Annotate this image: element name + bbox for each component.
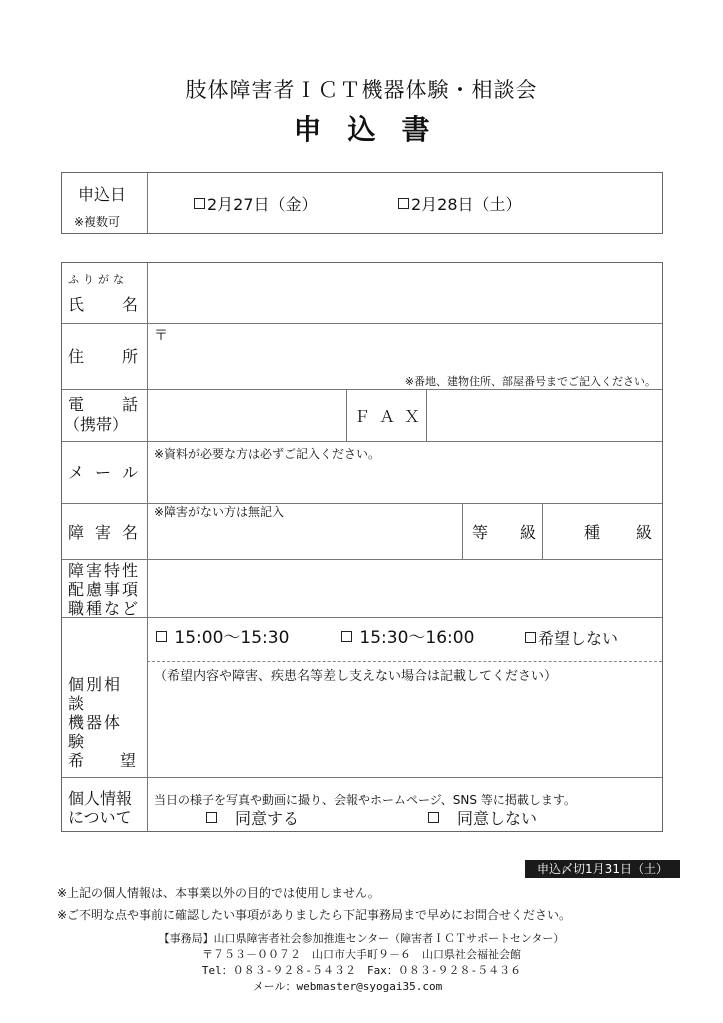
email-label: メ ー ル [68, 463, 138, 482]
consult-label: 個別相談 機器体験 希 望 [68, 675, 138, 770]
address-label: 住 所 [68, 347, 138, 366]
checkbox-icon[interactable] [206, 812, 217, 823]
date-label: 申込日 [78, 185, 127, 204]
checkbox-icon[interactable] [156, 631, 167, 642]
checkbox-icon[interactable] [525, 632, 536, 643]
application-form [61, 262, 663, 832]
phone-sub: （携帯） [64, 415, 129, 434]
furigana-label: ふりがな [68, 273, 128, 286]
form-subtitle: 申込書 [293, 113, 456, 146]
checkbox-icon[interactable] [341, 631, 352, 642]
fax-label: Ｆ Ａ Ｘ [354, 407, 420, 426]
footer-mail[interactable]: メール：webmaster@syogai35.com [252, 980, 443, 993]
disability-label: 障 害 名 [68, 523, 138, 542]
type-label: 種 級 [584, 523, 652, 542]
footer-office: 【事務局】山口県障害者社会参加推進センター（障害者ＩＣＴサポートセンター） [158, 932, 565, 945]
date-box [61, 172, 663, 234]
address-input[interactable] [149, 325, 659, 369]
privacy-label: 個人情報 について [68, 789, 133, 827]
phone-input[interactable] [149, 391, 345, 439]
checkbox-icon[interactable] [194, 198, 205, 209]
traits-input[interactable] [149, 561, 659, 615]
name-label: 氏 名 [68, 295, 138, 314]
consult-note: （希望内容や障害、疾患名等差し支えない場合は記載してください） [154, 669, 558, 684]
footer-address: 〒７５３－００７２ 山口市大手町９－６ 山口県社会福祉会館 [202, 948, 521, 961]
form-title: 肢体障害者ＩＣＴ機器体験・相談会 [185, 78, 538, 102]
deadline-badge: 申込〆切1月31日（土） [525, 860, 680, 878]
consult-input[interactable] [149, 683, 659, 775]
disability-note: ※障害がない方は無記入 [154, 505, 285, 519]
email-input[interactable] [149, 461, 659, 501]
checkbox-icon[interactable] [398, 198, 409, 209]
address-note: ※番地、建物住所、部屋番号までご記入ください。 [404, 375, 656, 388]
email-note: ※資料が必要な方は必ずご記入ください。 [154, 447, 381, 461]
fax-input[interactable] [428, 391, 660, 439]
privacy-note: 当日の様子を写真や動画に撮り、会報やホームページ、SNS 等に掲載します。 [154, 793, 576, 807]
slot-none[interactable]: 希望しない [525, 629, 618, 648]
postal-mark: 〒 [154, 328, 168, 344]
date-option-1[interactable]: 2月27日（金） [194, 195, 318, 214]
traits-label: 障害特性 配慮事項 職種など [68, 561, 141, 618]
phone-label: 電 話 [68, 395, 138, 414]
slot-2[interactable]: 15:30〜16:00 [341, 629, 474, 648]
grade-label: 等 級 [472, 523, 536, 542]
note-privacy: ※上記の個人情報は、本事業以外の目的では使用しません。 [57, 886, 380, 900]
name-input[interactable] [149, 265, 659, 321]
disagree-option[interactable]: 同意しない [428, 809, 537, 828]
date-option-2[interactable]: 2月28日（土） [398, 195, 522, 214]
checkbox-icon[interactable] [428, 812, 439, 823]
disability-input[interactable] [149, 519, 459, 557]
date-sub: ※複数可 [74, 215, 121, 229]
agree-option[interactable]: 同意する [206, 809, 299, 828]
slot-1[interactable]: 15:00〜15:30 [156, 629, 289, 648]
footer-tel: Tel：０８３-９２８-５４３２ Fax：０８３-９２８-５４３６ [201, 964, 522, 977]
note-contact: ※ご不明な点や事前に確認したい事項がありましたら下記事務局まで早めにお問合せください。 [57, 908, 572, 922]
